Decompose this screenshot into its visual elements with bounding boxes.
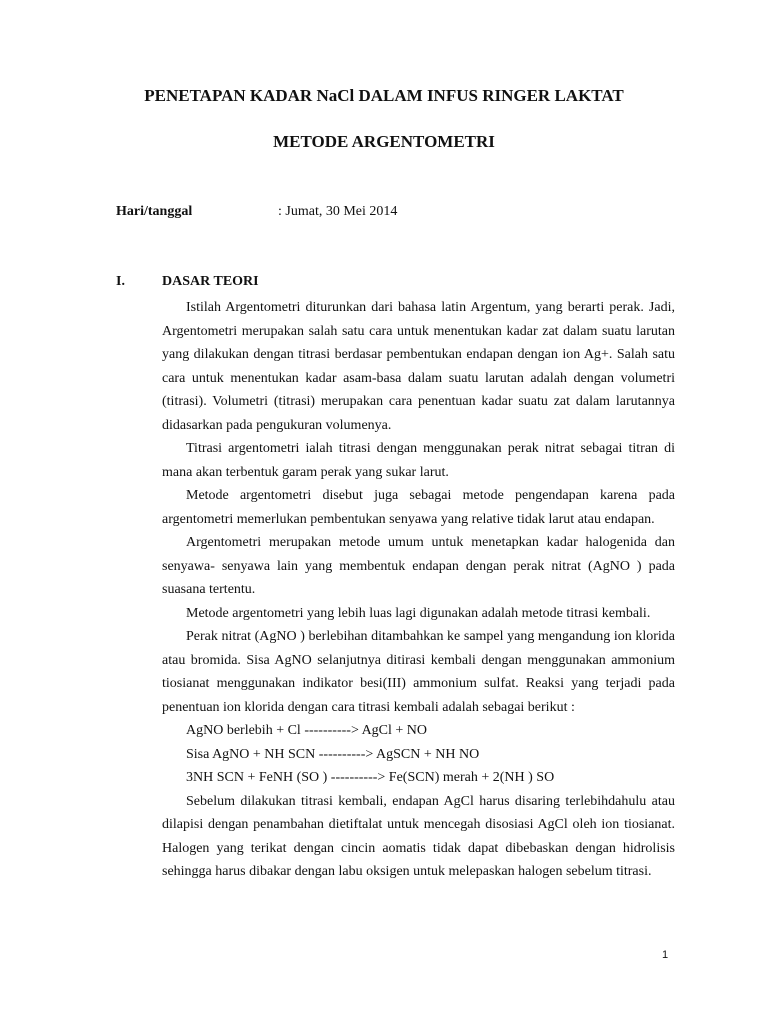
section-body [162,296,675,884]
document-subtitle: METODE ARGENTOMETRI [273,132,495,151]
paragraph: Perak nitrat (AgNO ) berlebihan ditambahkan ke sampel yang mengandung ion klorida atau bromida. Sisa AgNO selanjutnya ditirasi kembali dengan menggunakan ammonium tiosianat menggunakan indikator besi(III) ammonium sulfat. Reaksi yang terjadi pada penentuan ion klorida dengan cara titrasi kembali adalah sebagai berikut : [162,629,675,715]
section-title: DASAR TEORI [162,274,259,289]
paragraph: Istilah Argentometri diturunkan dari bahasa latin Argentum, yang berarti perak. Jadi, Argentometri merupakan salah satu cara untuk menentukan kadar zat dalam suatu larutan yang dilakukan dengan titrasi berdasar pembentukan endapan dengan ion Ag+. Salah satu cara untuk menentukan kadar asam-basa dalam suatu larutan adalah dengan volumetri (titrasi). Volumetri (titrasi) merupakan cara penentuan kadar suatu zat dalam larutannya didasarkan pada pengukuran volumenya. [162,300,675,433]
section-heading [116,274,259,290]
paragraph: Titrasi argentometri ialah titrasi dengan menggunakan perak nitrat sebagai titran di mana akan terbentuk garam perak yang sukar larut. [162,441,675,480]
paragraph: Metode argentometri disebut juga sebagai metode pengendapan karena pada argentometri memerlukan pembentukan senyawa yang relative tidak larut atau endapan. [162,488,675,527]
page-number: 1 [662,949,669,961]
date-value: : Jumat, 30 Mei 2014 [278,204,398,219]
paragraph: Sebelum dilakukan titrasi kembali, endapan AgCl harus disaring terlebihdahulu atau dilapisi dengan penambahan dietiftalat untuk mencegah disosiasi AgCl oleh ion tiosianat. Halogen yang terikat dengan cincin aomatis tidak dapat dibebaskan dengan hidrolisis sehingga harus dibakar dengan labu oksigen untuk melepaskan halogen sebelum titrasi. [162,793,675,879]
reaction-equation: 3NH SCN + FeNH (SO ) ----------> Fe(SCN) merah + 2(NH ) SO [186,770,555,785]
reaction-equation: Sisa AgNO + NH SCN ----------> AgSCN + NH NO [186,746,480,762]
reaction-equation: AgNO berlebih + Cl ----------> AgCl + NO [186,723,428,738]
paragraph: Argentometri merupakan metode umum untuk menetapkan kadar halogenida dan senyawa- senyawa lain yang membentuk endapan dengan perak nitrat (AgNO ) pada suasana tertentu. [162,535,675,597]
document-title: PENETAPAN KADAR NaCl DALAM INFUS RINGER LAKTAT [144,86,624,105]
paragraph: Metode argentometri yang lebih luas lagi digunakan adalah metode titrasi kembali. [186,605,651,621]
date-label: Hari/tanggal [116,204,193,219]
section-number: I. [116,274,125,289]
date-row [116,204,397,220]
